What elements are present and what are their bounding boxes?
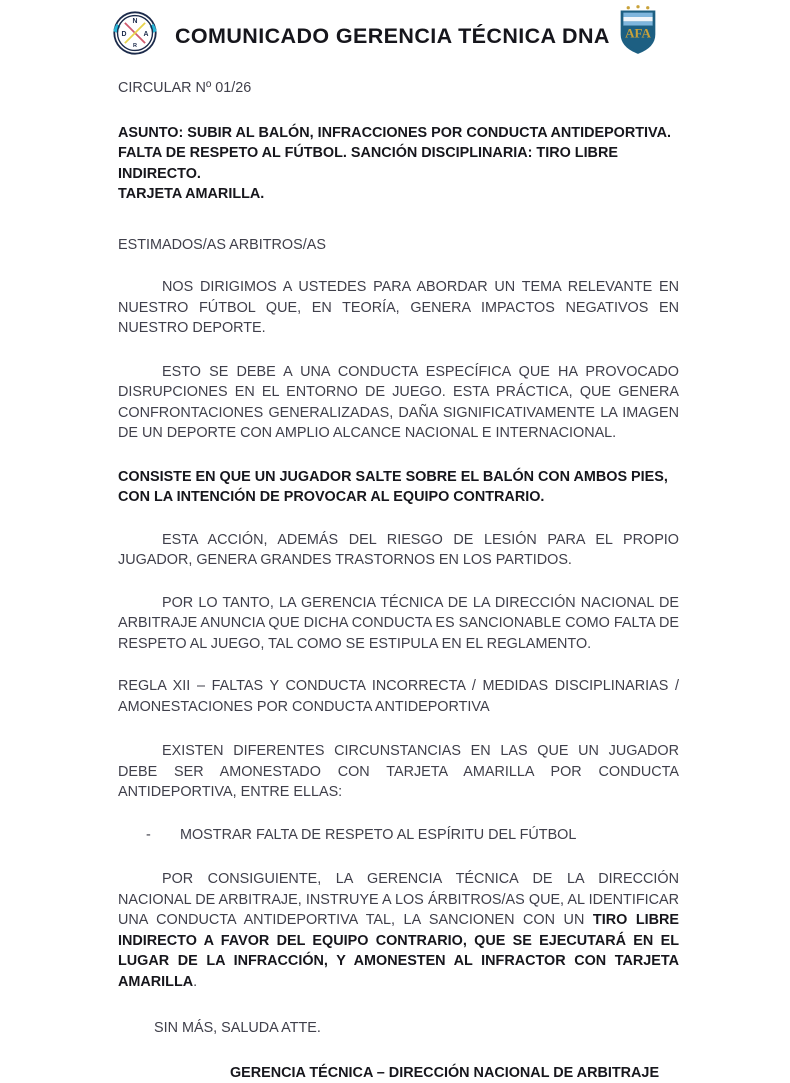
rule-reference: REGLA XII – FALTAS Y CONDUCTA INCORRECTA / MEDIDAS DISCIPLINARIAS / AMONESTACIONES POR CONDUCTA ANTIDEPORTIVA	[118, 676, 679, 717]
subject-line-2: FALTA DE RESPETO AL FÚTBOL. SANCIÓN DISCIPLINARIA: TIRO LIBRE INDIRECTO.	[118, 145, 618, 182]
document-header	[0, 0, 790, 68]
svg-text:R: R	[133, 43, 137, 49]
afa-shield-logo	[616, 4, 660, 56]
list-item	[118, 825, 679, 846]
paragraph-3-highlight: CONSISTE EN QUE UN JUGADOR SALTE SOBRE EL BALÓN CON AMBOS PIES, CON LA INTENCIÓN DE PROVOCAR AL EQUIPO CONTRARIO.	[118, 467, 679, 508]
signature-line: GERENCIA TÉCNICA – DIRECCIÓN NACIONAL DE ARBITRAJE	[118, 1063, 679, 1083]
bullet-text: MOSTRAR FALTA DE RESPETO AL ESPÍRITU DEL FÚTBOL	[180, 827, 576, 843]
svg-text:A: A	[144, 31, 149, 38]
svg-text:AFA: AFA	[625, 26, 651, 41]
page-title: COMUNICADO GERENCIA TÉCNICA DNA	[175, 24, 610, 49]
closing-line: SIN MÁS, SALUDA ATTE.	[118, 1018, 679, 1039]
subject-line-3: TARJETA AMARILLA.	[118, 186, 264, 202]
paragraph-1: NOS DIRIGIMOS A USTEDES PARA ABORDAR UN TEMA RELEVANTE EN NUESTRO FÚTBOL QUE, EN TEORÍA, GENERA IMPACTOS NEGATIVOS EN NUESTRO DEPORTE.	[118, 277, 679, 339]
document-body	[118, 68, 679, 1083]
paragraph-4: ESTA ACCIÓN, ADEMÁS DEL RIESGO DE LESIÓN PARA EL PROPIO JUGADOR, GENERA GRANDES TRASTORNOS EN LOS PARTIDOS.	[118, 530, 679, 571]
paragraph-7-normal: POR CONSIGUIENTE, LA GERENCIA TÉCNICA DE LA DIRECCIÓN NACIONAL DE ARBITRAJE, INSTRUYE A LOS ÁRBITROS/AS QUE, AL IDENTIFICAR UNA CONDUCTA ANTIDEPORTIVA TAL, LA SANCIONEN CON UN	[118, 871, 679, 928]
subject-line-1: ASUNTO: SUBIR AL BALÓN, INFRACCIONES POR CONDUCTA ANTIDEPORTIVA.	[118, 125, 671, 141]
paragraph-7-bold: TIRO LIBRE INDIRECTO A FAVOR DEL EQUIPO CONTRARIO, QUE SE EJECUTARÁ EN EL LUGAR DE LA INFRACCIÓN, Y AMONESTEN AL INFRACTOR CON TARJETA AMARILLA	[118, 912, 679, 990]
bullet-marker: -	[146, 825, 180, 846]
svg-text:D: D	[121, 31, 126, 38]
paragraph-7	[118, 869, 679, 992]
paragraph-5: POR LO TANTO, LA GERENCIA TÉCNICA DE LA DIRECCIÓN NACIONAL DE ARBITRAJE ANUNCIA QUE DICHA CONDUCTA ES SANCIONABLE COMO FALTA DE RESPETO AL JUEGO, TAL COMO SE ESTIPULA EN EL REGLAMENTO.	[118, 593, 679, 655]
paragraph-2: ESTO SE DEBE A UNA CONDUCTA ESPECÍFICA QUE HA PROVOCADO DISRUPCIONES EN EL ENTORNO DE JUEGO. ESTA PRÁCTICA, QUE GENERA CONFRONTACIONES GENERALIZADAS, DAÑA SIGNIFICATIVAMENTE LA IMAGEN DE UN DEPORTE CON AMPLIO ALCANCE NACIONAL E INTERNACIONAL.	[118, 362, 679, 444]
circular-number: CIRCULAR Nº 01/26	[118, 78, 679, 99]
paragraph-6: EXISTEN DIFERENTES CIRCUNSTANCIAS EN LAS QUE UN JUGADOR DEBE SER AMONESTADO CON TARJETA AMARILLA POR CONDUCTA ANTIDEPORTIVA, ENTRE ELLAS:	[118, 741, 679, 803]
svg-text:N: N	[133, 18, 138, 25]
salutation: ESTIMADOS/AS ARBITROS/AS	[118, 235, 679, 256]
dna-emblem-logo	[112, 10, 158, 56]
subject-block	[118, 123, 679, 205]
paragraph-7-tail: .	[193, 974, 197, 990]
